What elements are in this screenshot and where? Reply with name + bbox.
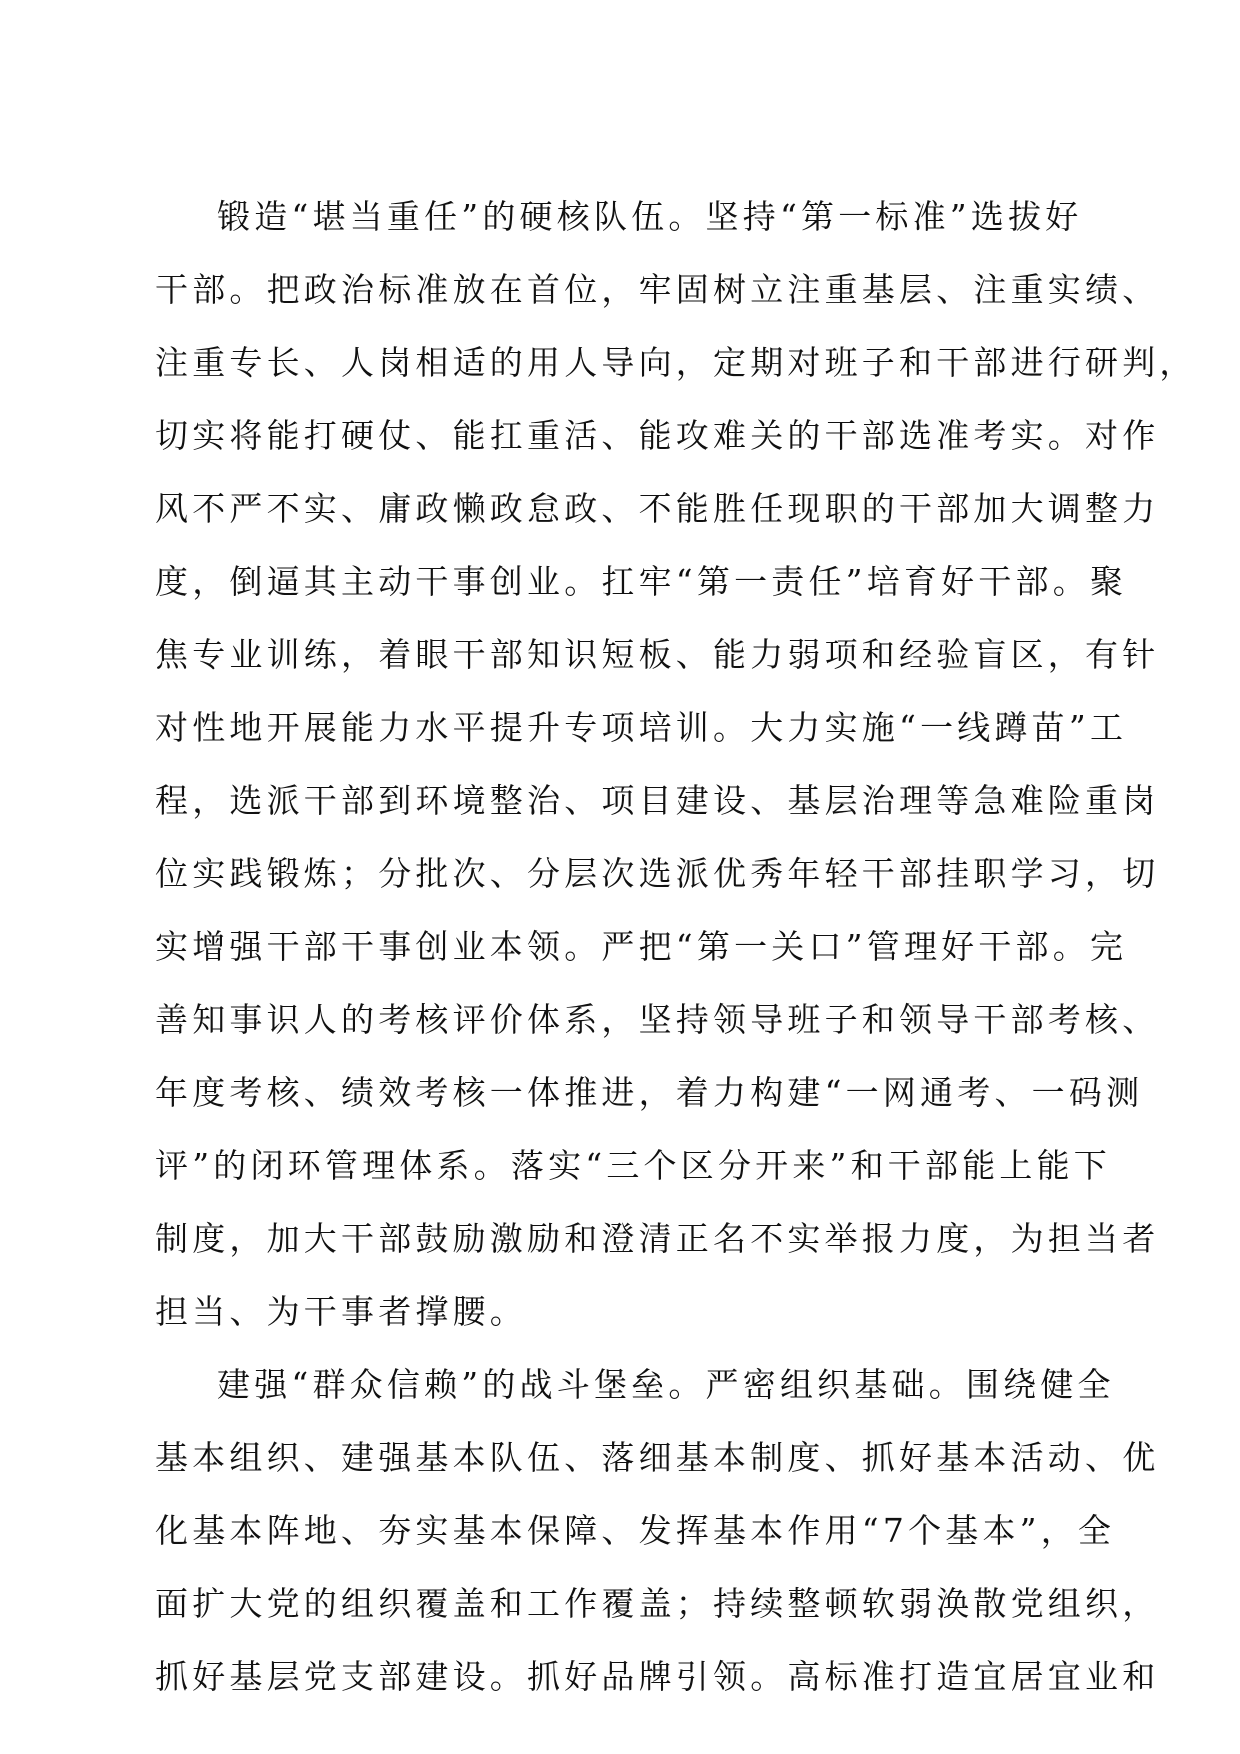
paragraph-line: 面扩大党的组织覆盖和工作覆盖；持续整顿软弱涣散党组织， xyxy=(155,1584,1160,1623)
paragraph-line: 干部。把政治标准放在首位，牢固树立注重基层、注重实绩、 xyxy=(155,270,1160,309)
paragraph-line: 焦专业训练，着眼干部知识短板、能力弱项和经验盲区，有针 xyxy=(155,635,1160,674)
paragraph-line: 位实践锻炼；分批次、分层次选派优秀年轻干部挂职学习，切 xyxy=(155,854,1160,893)
paragraph-line: 程，选派干部到环境整治、项目建设、基层治理等急难险重岗 xyxy=(155,781,1160,820)
paragraph-line: 度，倒逼其主动干事创业。扛牢“第一责任”培育好干部。聚 xyxy=(155,562,1128,601)
paragraph-line: 制度，加大干部鼓励激励和澄清正名不实举报力度，为担当者 xyxy=(155,1219,1160,1258)
paragraph-line: 切实将能打硬仗、能扛重活、能攻难关的干部选准考实。对作 xyxy=(155,416,1160,455)
paragraph-line: 评”的闭环管理体系。落实“三个区分开来”和干部能上能下 xyxy=(155,1146,1112,1185)
paragraph-line: 抓好基层党支部建设。抓好品牌引领。高标准打造宜居宜业和 xyxy=(155,1657,1160,1696)
paragraph-line: 风不严不实、庸政懒政怠政、不能胜任现职的干部加大调整力 xyxy=(155,489,1160,528)
paragraph-line: 锻造“堪当重任”的硬核队伍。坚持“第一标准”选拔好 xyxy=(217,197,1083,236)
paragraph-cadre-team xyxy=(155,180,1197,1348)
paragraph-line: 担当、为干事者撑腰。 xyxy=(155,1292,527,1331)
paragraph-line: 基本组织、建强基本队伍、落细基本制度、抓好基本活动、优 xyxy=(155,1438,1160,1477)
paragraph-line: 注重专长、人岗相适的用人导向，定期对班子和干部进行研判， xyxy=(155,343,1197,382)
paragraph-line: 善知事识人的考核评价体系，坚持领导班子和领导干部考核、 xyxy=(155,1000,1160,1039)
paragraph-line: 建强“群众信赖”的战斗堡垒。严密组织基础。围绕健全 xyxy=(217,1365,1115,1404)
body-text xyxy=(155,180,1197,1713)
paragraph-fighting-fortress xyxy=(155,1348,1160,1713)
paragraph-line: 化基本阵地、夯实基本保障、发挥基本作用“7个基本”，全 xyxy=(155,1511,1116,1550)
paragraph-line: 实增强干部干事创业本领。严把“第一关口”管理好干部。完 xyxy=(155,927,1128,966)
paragraph-line: 对性地开展能力水平提升专项培训。大力实施“一线蹲苗”工 xyxy=(155,708,1128,747)
paragraph-line: 年度考核、绩效考核一体推进，着力构建“一网通考、一码测 xyxy=(155,1073,1144,1112)
